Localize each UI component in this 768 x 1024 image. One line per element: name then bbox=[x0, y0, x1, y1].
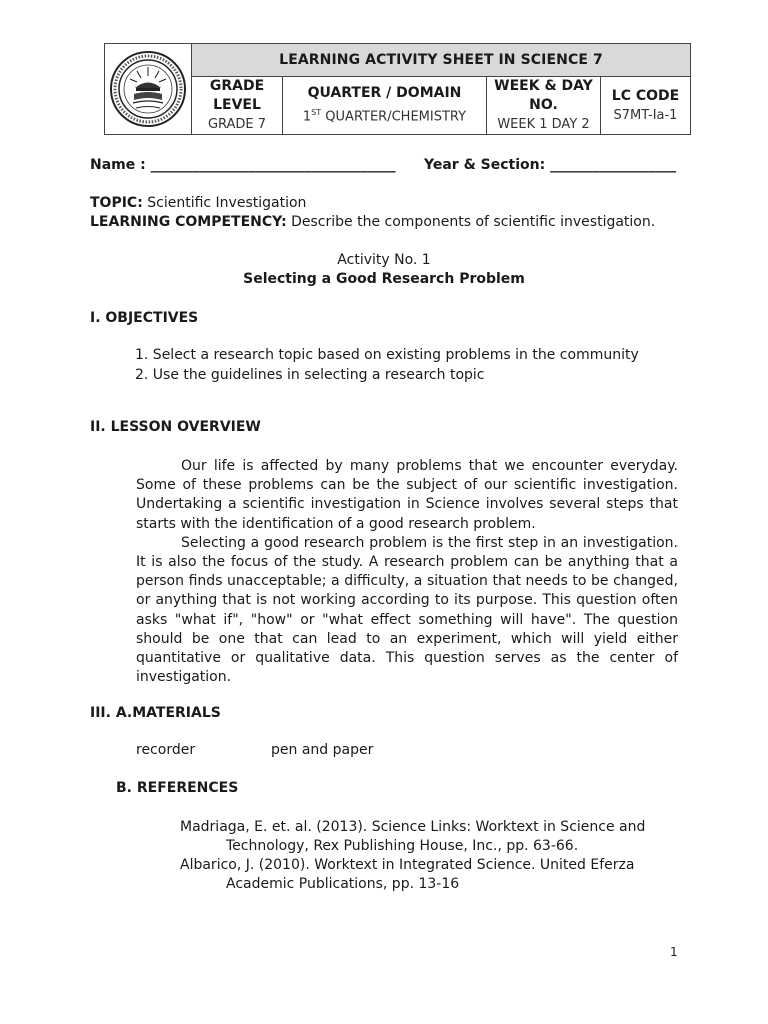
overview-body bbox=[136, 457, 678, 687]
lc-code-label: LC CODE bbox=[611, 87, 680, 104]
logo-cell bbox=[105, 44, 192, 134]
grade-label-1: GRADE bbox=[209, 78, 265, 94]
material-item: pen and paper bbox=[271, 742, 374, 758]
week-label-2: NO. bbox=[529, 97, 558, 113]
material-item: recorder bbox=[136, 742, 196, 758]
sheet-title: LEARNING ACTIVITY SHEET IN SCIENCE 7 bbox=[192, 44, 690, 77]
topic-line bbox=[90, 195, 306, 211]
grade-value: GRADE 7 bbox=[207, 117, 267, 132]
competency-value: Describe the components of scientific investigation. bbox=[286, 214, 656, 230]
materials-heading: III. A.MATERIALS bbox=[90, 705, 221, 721]
reference-line-continued: Technology, Rex Publishing House, Inc., pp. 63-66. bbox=[226, 838, 579, 854]
header-right bbox=[192, 44, 690, 134]
reference-line-continued: Academic Publications, pp. 13-16 bbox=[226, 876, 460, 892]
objectives-heading: I. OBJECTIVES bbox=[90, 310, 199, 326]
week-label-1: WEEK & DAY bbox=[494, 78, 593, 94]
week-value: WEEK 1 DAY 2 bbox=[497, 117, 590, 132]
grade-cell bbox=[192, 77, 283, 134]
year-section-field[interactable]: Year & Section: __________________ bbox=[424, 157, 677, 173]
references-heading: B. REFERENCES bbox=[116, 780, 239, 796]
page-number: 1 bbox=[670, 945, 678, 959]
competency-line bbox=[90, 214, 655, 230]
week-cell bbox=[487, 77, 601, 134]
activity-number: Activity No. 1 bbox=[337, 252, 431, 268]
objective-item: 2. Use the guidelines in selecting a research topic bbox=[135, 367, 485, 383]
header-table bbox=[104, 43, 691, 135]
reference-line: Albarico, J. (2010). Worktext in Integrated Science. United Eferza bbox=[180, 857, 635, 873]
quarter-cell bbox=[283, 77, 487, 134]
lc-code-value: S7MT-Ia-1 bbox=[613, 107, 678, 123]
lc-code-cell bbox=[601, 77, 690, 134]
overview-paragraph: Our life is affected by many problems that we encounter everyday. Some of these problems can be the subject of our scientific investigation. Undertaking a scientific investigation in Science involves several steps that starts with the identification of a good research problem. bbox=[136, 458, 678, 532]
overview-heading: II. LESSON OVERVIEW bbox=[90, 419, 261, 435]
objective-item: 1. Select a research topic based on existing problems in the community bbox=[135, 347, 639, 363]
activity-title: Selecting a Good Research Problem bbox=[243, 271, 525, 287]
header-info-row bbox=[192, 77, 690, 134]
competency-label: LEARNING COMPETENCY: bbox=[90, 214, 287, 230]
reference-line: Madriaga, E. et. al. (2013). Science Links: Worktext in Science and bbox=[180, 819, 646, 835]
overview-paragraph: Selecting a good research problem is the first step in an investigation. It is also the focus of the study. A research problem can be anything that a person finds unacceptable; a difficulty, a situation that needs to be changed, or anything that is not working according to its purpose. This question often asks "what if", "how" or "what effect something will have". The question should be one that can lead to an experiment, which will yield either quantitative or qualitative data. This question serves as the center of investigation. bbox=[136, 534, 678, 686]
topic-label: TOPIC: bbox=[90, 195, 143, 211]
deped-seal-logo bbox=[109, 50, 187, 128]
quarter-label: QUARTER / DOMAIN bbox=[307, 85, 462, 102]
name-field[interactable]: Name : ___________________________________ bbox=[90, 157, 396, 173]
quarter-value: 1ST QUARTER/CHEMISTRY bbox=[302, 108, 467, 125]
topic-value: Scientific Investigation bbox=[142, 195, 307, 211]
grade-label-2: LEVEL bbox=[213, 97, 261, 113]
